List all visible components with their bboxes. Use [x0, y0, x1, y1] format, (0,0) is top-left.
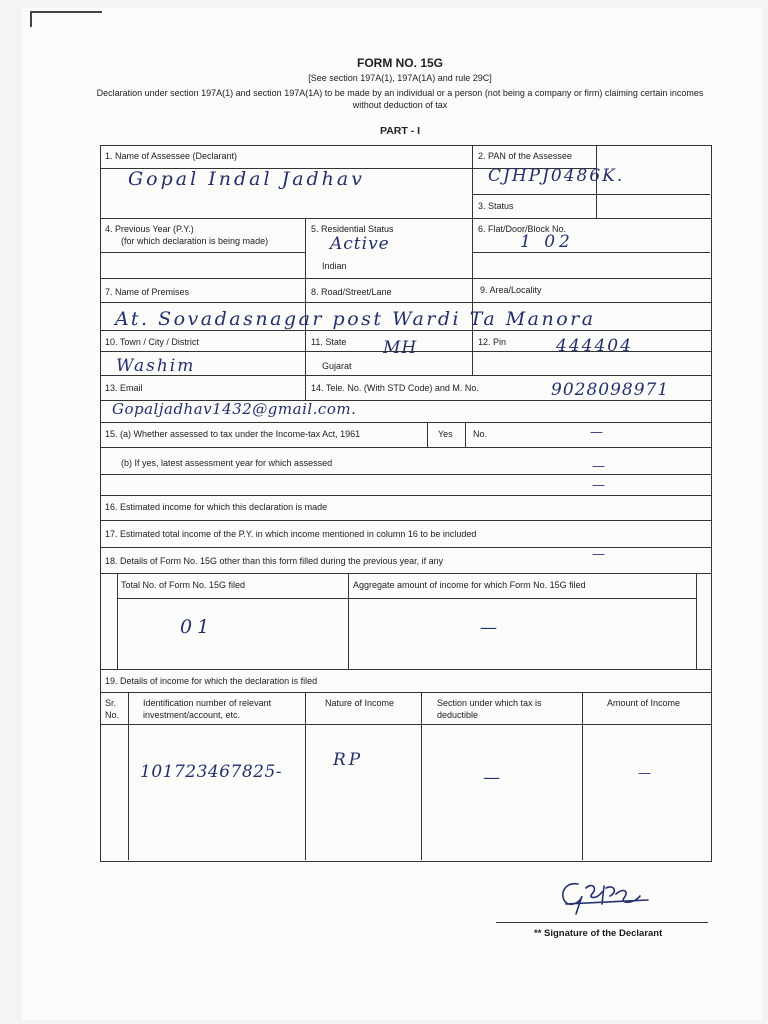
- pin-value: 444404: [556, 336, 633, 356]
- address-value: At. Sovadasnagar post Wardi Ta Manora: [115, 308, 596, 330]
- tel-value: 9028098971: [551, 380, 670, 400]
- road-label: 8. Road/Street/Lane: [311, 287, 392, 297]
- state-value: MH: [383, 338, 418, 358]
- name-value: Gopal Indal Jadhav: [128, 168, 365, 190]
- q15b-label: (b) If yes, latest assessment year for which assessed: [121, 458, 333, 468]
- ident-label-2: investment/account, etc.: [143, 710, 241, 720]
- area-label: 9. Area/Locality: [480, 285, 542, 295]
- q16-label: 16. Estimated income for which this declaration is made: [105, 502, 328, 512]
- pan-value: CJHPJ0486K.: [488, 166, 625, 186]
- q15b-dash: —: [592, 459, 606, 474]
- aggregate-label: Aggregate amount of income for which Form No. 15G filed: [353, 580, 586, 590]
- aggregate-dash: —: [480, 618, 498, 638]
- no-label: No.: [473, 429, 488, 439]
- q16-dash: —: [592, 478, 606, 493]
- sr-no-label: No.: [105, 710, 120, 720]
- amount-label: Amount of Income: [607, 698, 681, 708]
- q15a-label: 15. (a) Whether assessed to tax under the Income-tax Act, 1961: [105, 429, 361, 439]
- pin-label: 12. Pin: [478, 337, 507, 347]
- signature-mark: [556, 874, 656, 923]
- flat-label: 6. Flat/Door/Block No.: [478, 224, 567, 234]
- q17-label: 17. Estimated total income of the P.Y. in which income mentioned in column 16 to be included: [105, 529, 477, 539]
- signature-label: ** Signature of the Declarant: [534, 928, 663, 939]
- q19-label: 19. Details of income for which the declaration is filed: [105, 676, 318, 686]
- form-sections: [See section 197A(1), 197A(1A) and rule 29C]: [308, 73, 492, 83]
- section-label-2: deductible: [437, 710, 479, 720]
- nature-label: Nature of Income: [325, 698, 395, 708]
- sr-label: Sr.: [105, 698, 117, 708]
- premises-label: 7. Name of Premises: [105, 287, 190, 297]
- ident-label: Identification number of relevant: [143, 698, 272, 708]
- prev-year-label: 4. Previous Year (P.Y.): [105, 224, 194, 234]
- q15a-dash: —: [590, 425, 604, 440]
- amount-dash: —: [638, 766, 652, 781]
- state-label: 11. State: [311, 337, 347, 347]
- pan-label: 2. PAN of the Assessee: [478, 151, 572, 161]
- email-value: Gopaljadhav1432@gmail.com.: [112, 400, 357, 418]
- section-dash: —: [483, 768, 501, 788]
- yes-label: Yes: [438, 429, 453, 439]
- tel-label: 14. Tele. No. (With STD Code) and M. No.: [311, 383, 479, 393]
- nature-value: RP: [333, 750, 364, 770]
- status-label: 3. Status: [478, 201, 514, 211]
- name-label: 1. Name of Assessee (Declarant): [105, 151, 238, 161]
- state-printed: Gujarat: [322, 361, 352, 371]
- form-declaration: Declaration under section 197A(1) and section 197A(1A) to be made by an individual or a person (not being a company or firm) claiming certain incomes without deduction of tax: [96, 88, 704, 110]
- signature-line: [496, 922, 708, 923]
- town-label: 10. Town / City / District: [105, 337, 199, 347]
- section-label: Section under which tax is: [437, 698, 542, 708]
- corner-mark: [30, 11, 102, 27]
- total15g-label: Total No. of Form No. 15G filed: [121, 580, 246, 590]
- res-status-label: 5. Residential Status: [311, 224, 394, 234]
- res-status-value: Active: [330, 234, 390, 254]
- total15g-value: 01: [180, 616, 215, 638]
- flat-value: 1 02: [520, 232, 574, 252]
- q18-dash: —: [592, 547, 606, 562]
- q18-label: 18. Details of Form No. 15G other than this form filled during the previous year, if any: [105, 556, 444, 566]
- form-title: FORM NO. 15G: [356, 56, 443, 70]
- ident-value: 101723467825-: [140, 762, 283, 782]
- res-status-printed: Indian: [322, 261, 347, 271]
- town-value: Washim: [116, 356, 196, 376]
- prev-year-sub: (for which declaration is being made): [121, 236, 269, 246]
- email-label: 13. Email: [105, 383, 143, 393]
- part-heading: PART - I: [379, 125, 421, 137]
